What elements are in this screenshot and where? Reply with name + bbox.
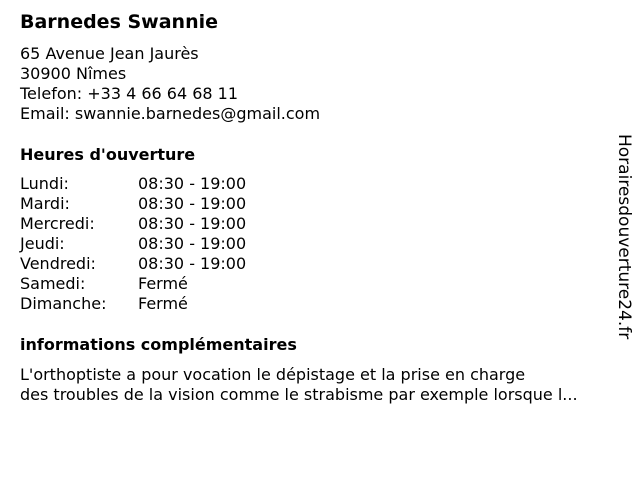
hours-value: Fermé [138, 294, 188, 313]
hours-value: 08:30 - 19:00 [138, 194, 247, 213]
hours-value: 08:30 - 19:00 [138, 214, 247, 233]
address-city: 30900 Nîmes [20, 64, 127, 83]
phone-text: Telefon: +33 4 66 64 68 11 [20, 84, 239, 103]
contact-block [20, 44, 320, 124]
day-label: Lundi: [20, 174, 69, 193]
business-name: Barnedes Swannie [20, 11, 219, 33]
description-line-2: des troubles de la vision comme le strabisme par exemple lorsque l... [20, 385, 578, 404]
watermark-text: Horairesdouverture24.fr [614, 134, 634, 340]
day-label: Samedi: [20, 274, 86, 293]
opening-hours-heading: Heures d'ouverture [20, 145, 196, 164]
day-label: Vendredi: [20, 254, 96, 273]
hours-value: 08:30 - 19:00 [138, 234, 247, 253]
email-text: Email: swannie.barnedes@gmail.com [20, 104, 321, 123]
hours-value: 08:30 - 19:00 [138, 254, 247, 273]
day-label: Mardi: [20, 194, 70, 213]
day-label: Jeudi: [20, 234, 65, 253]
day-label: Mercredi: [20, 214, 95, 233]
description-line-1: L'orthoptiste a pour vocation le dépistage et la prise en charge [20, 365, 526, 384]
day-label: Dimanche: [20, 294, 107, 313]
site-watermark [612, 134, 636, 346]
hours-value: Fermé [138, 274, 188, 293]
hours-value: 08:30 - 19:00 [138, 174, 247, 193]
additional-info-heading: informations complémentaires [20, 335, 297, 354]
additional-info-text [20, 365, 578, 405]
address-street: 65 Avenue Jean Jaurès [20, 44, 199, 63]
